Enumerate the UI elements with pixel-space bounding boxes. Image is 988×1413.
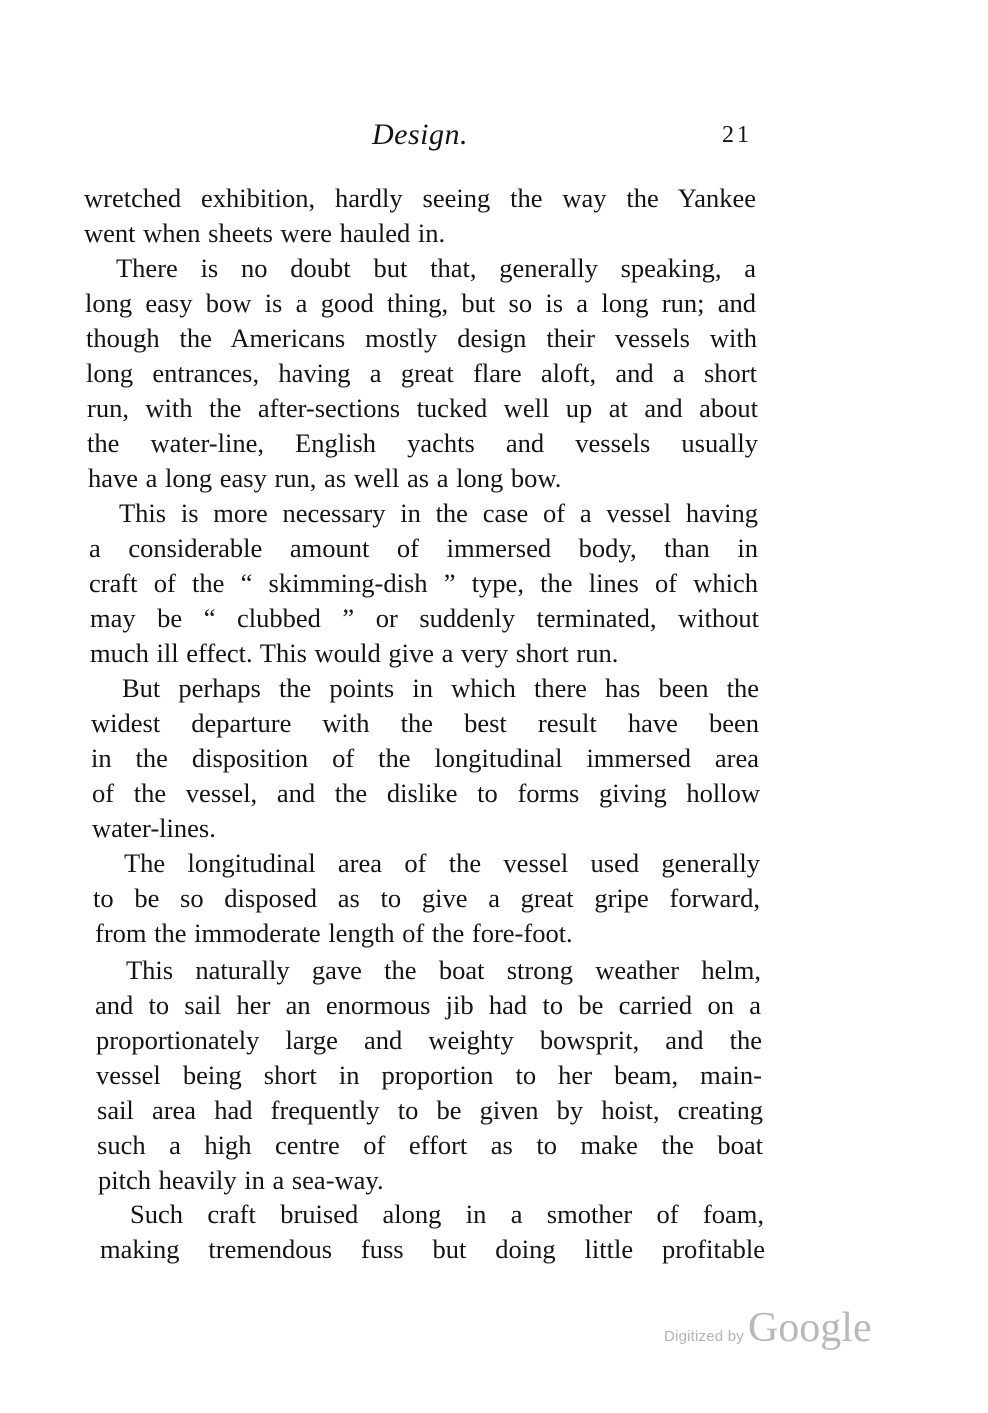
running-head: [0, 118, 988, 162]
text-line: The longitudinal area of the vessel used generally: [124, 848, 760, 878]
text-line: long easy bow is a good thing, but so is a long run; and: [85, 288, 756, 318]
text-line: Such craft bruised along in a smother of foam,: [130, 1199, 764, 1229]
text-line: and to sail her an enormous jib had to be carried on a: [95, 990, 761, 1020]
text-line: There is no doubt but that, generally speaking, a: [116, 253, 756, 283]
text-line: But perhaps the points in which there has been the: [122, 673, 759, 703]
text-line: the water-line, English yachts and vessels usually: [87, 428, 758, 458]
text-line: widest departure with the best result have been: [91, 708, 759, 738]
text-line: long entrances, having a great flare aloft, and a short: [86, 358, 757, 388]
text-line: to be so disposed as to give a great gripe forward,: [93, 883, 760, 913]
text-line: vessel being short in proportion to her beam, main-: [96, 1060, 762, 1090]
text-line: have a long easy run, as well as a long bow.: [88, 463, 562, 493]
text-line: water-lines.: [92, 813, 216, 843]
digitized-watermark: [664, 1304, 872, 1350]
text-line: This is more necessary in the case of a vessel having: [119, 498, 758, 528]
text-line: went when sheets were hauled in.: [84, 218, 446, 248]
text-line: may be “ clubbed ” or suddenly terminated, without: [90, 603, 759, 633]
text-line: This naturally gave the boat strong weather helm,: [126, 955, 761, 985]
text-line: proportionately large and weighty bowsprit, and the: [96, 1025, 762, 1055]
running-title: Design.: [372, 118, 468, 151]
text-line: craft of the “ skimming-dish ” type, the lines of which: [89, 568, 758, 598]
text-line: such a high centre of effort as to make the boat: [97, 1130, 763, 1160]
text-line: pitch heavily in a sea-way.: [98, 1165, 384, 1195]
text-line: of the vessel, and the dislike to forms giving hollow: [92, 778, 760, 808]
watermark-prefix: Digitized by: [664, 1328, 744, 1345]
text-line: wretched exhibition, hardly seeing the way the Yankee: [84, 183, 756, 213]
page-number: 21: [722, 122, 752, 148]
text-line: from the immoderate length of the fore-foot.: [95, 918, 573, 948]
text-line: in the disposition of the longitudinal immersed area: [91, 743, 759, 773]
text-line: run, with the after-sections tucked well up at and about: [87, 393, 758, 423]
text-line: though the Americans mostly design their vessels with: [86, 323, 757, 353]
text-line: much ill effect. This would give a very short run.: [90, 638, 619, 668]
google-logo: Google: [747, 1305, 872, 1351]
text-line: a considerable amount of immersed body, than in: [89, 533, 758, 563]
text-line: sail area had frequently to be given by hoist, creating: [97, 1095, 763, 1125]
text-line: making tremendous fuss but doing little profitable: [100, 1234, 765, 1264]
